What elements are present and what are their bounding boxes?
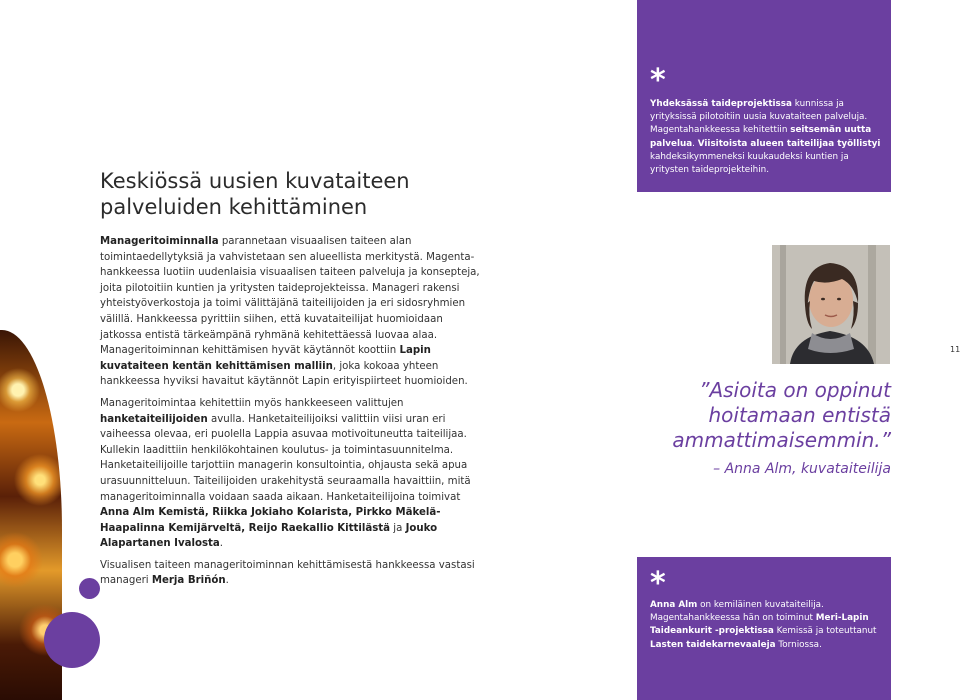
bold-text-run: Meri-Lapin Taideankurit -projektissa	[650, 613, 869, 637]
bold-text-run: Anna Alm	[650, 600, 698, 610]
page-title-line-1: Keskiössä uusien kuvataiteen	[100, 169, 410, 193]
text-run: ja	[390, 522, 406, 534]
text-run: Torniossa.	[775, 639, 822, 650]
bold-text-run: Yhdeksässä taideprojektissa	[650, 99, 792, 109]
body-paragraph-3	[100, 558, 485, 589]
bold-text-run: Merja Briñón	[151, 575, 226, 587]
portrait-illustration	[772, 245, 890, 364]
bold-text-run: Manageritoiminnalla	[100, 236, 219, 247]
asterisk-icon: *	[650, 63, 666, 98]
bold-text-run: seitsemän uutta palvelua	[650, 125, 872, 149]
text-run: parannetaan visuaalisen taiteen alan toimintaedellytyksiä ja vahvistetaan sen alueellista merkitystä. Magenta-hankkeessa luotiin uudenlaisia visuaalisen taiteen palveluja ja konsepteja, joita pilotoitiin kuntien ja yritysten taideprojekteissa. Manageri rakensi yhteistyöverkostoja ja toimi välittäjänä taiteilijoiden ja eri sidosryhmien välillä. Hankkeessa pyrittiin siihen, että kuvataiteilijat huomioidaan jatkossa entistä tärkeämpänä ryhmänä kehitettäessä luovaa alaa. Manageritoiminnan kehittämisen hyvät käytännöt koottiin	[100, 236, 480, 357]
decorative-dot-small	[79, 578, 100, 599]
text-run: avulla. Hanketaiteilijoiksi valittiin viisi uran eri vaiheessa olevaa, eri puolella Lappia asuvaa motivoituneutta taiteilijaa. Kullekin laadittiin henkilökohtainen koulutus- ja toimintasuunnitelma. Hanketaiteilijoille tarjottiin managerin konsultointia, ohjausta sekä apua urasuunnitteluun. Taiteilijoiden urakehitystä seuraamalla havaittiin, mitä manageritoiminnalla voidaan saada aikaan. Hanketaiteilijoina toimivat	[100, 413, 471, 503]
fact-box-top-text	[650, 98, 882, 177]
asterisk-icon: *	[650, 566, 666, 601]
fact-box-top	[637, 0, 891, 192]
bold-text-run: hanketaiteilijoiden	[100, 413, 208, 425]
text-run: on kemiläinen kuvataiteilija. Magentahankkeessa hän on toiminut	[650, 600, 824, 624]
portrait-photo	[772, 245, 890, 364]
text-run: .	[225, 575, 229, 587]
text-run: kahdeksikymmeneksi kuukaudeksi kuntien ja yritysten taideprojekteihin.	[650, 151, 849, 176]
fact-box-bottom	[637, 557, 891, 700]
fact-box-bottom-text	[650, 599, 882, 652]
bold-text-run: Lapin kuvataiteen kentän kehittämisen malliin	[100, 345, 431, 372]
page-title-line-2: palveluiden kehittäminen	[100, 195, 368, 219]
page-title	[100, 168, 500, 220]
body-paragraph-1	[100, 234, 485, 390]
article-body	[100, 234, 485, 595]
text-run: Manageritoimintaa kehitettiin myös hankkeeseen valittujen	[100, 397, 404, 409]
text-run: .	[692, 138, 698, 149]
page-number: 11	[950, 345, 960, 354]
bold-text-run: Lasten taidekarnevaaleja	[650, 639, 776, 650]
text-run: .	[219, 538, 224, 550]
decorative-dot-large	[44, 612, 100, 668]
pull-quote: ”Asioita on oppinut hoitamaan entistä ammattimaisemmin.”	[672, 378, 891, 452]
text-run: kunnissa ja yrityksissä pilotoitiin uusia kuvataiteen palveluja. Magentahankkeessa kehitettiin	[650, 99, 868, 136]
text-run: Visualisen taiteen manageritoiminnan kehittämisestä hankkeessa vastasi manageri	[100, 559, 475, 587]
quote-attribution: – Anna Alm, kuvataiteilija	[713, 461, 891, 477]
text-run: , joka kokoaa yhteen hankkeessa hyviksi havaitut käytännöt Lapin erityispiirteet huomioiden.	[100, 360, 468, 388]
bold-text-run: Jouko Alapartanen Ivalosta	[100, 522, 438, 550]
bold-text-run: Viisitoista alueen taiteilijaa työllistyi	[697, 138, 881, 149]
body-paragraph-2	[100, 396, 485, 552]
text-run: Kemissä ja toteuttanut	[773, 626, 877, 637]
bold-text-run: Anna Alm Kemistä, Riikka Jokiaho Kolarista, Pirkko Mäkelä-Haapalinna Kemijärveltä, Reijo Raekallio Kittilästä	[100, 507, 441, 534]
